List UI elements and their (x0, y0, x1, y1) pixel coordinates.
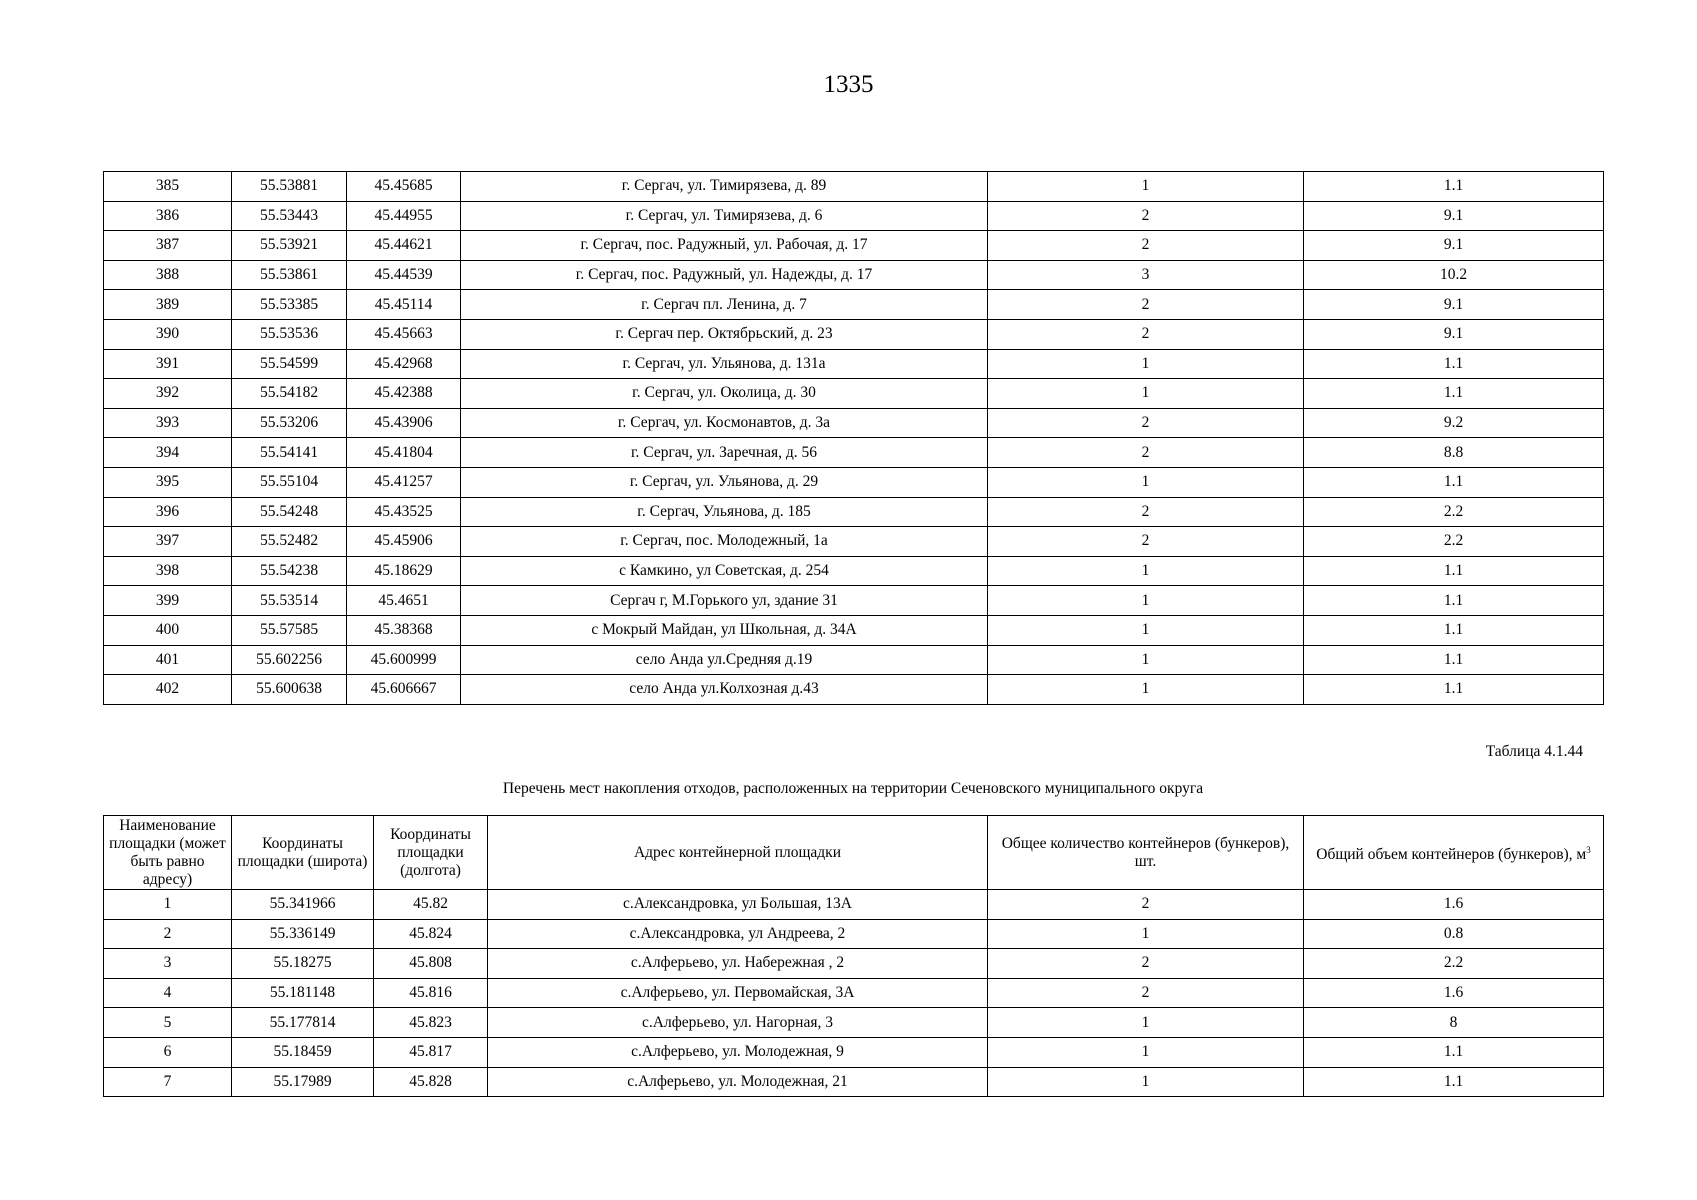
cell-address: с.Алферьево, ул. Молодежная, 9 (488, 1037, 988, 1067)
cell-id: 396 (104, 497, 232, 527)
cell-address: г. Сергач, пос. Радужный, ул. Рабочая, д. 17 (461, 231, 988, 261)
cell-latitude: 55.53536 (232, 319, 347, 349)
cell-volume: 1.1 (1304, 675, 1604, 705)
cell-volume: 9.1 (1304, 231, 1604, 261)
cell-address: с.Александровка, ул Большая, 13А (488, 890, 988, 920)
header-volume-superscript: 3 (1586, 844, 1591, 855)
cell-count: 1 (988, 919, 1304, 949)
cell-count: 1 (988, 645, 1304, 675)
table-row (104, 497, 1604, 527)
cell-id: 393 (104, 408, 232, 438)
cell-count: 1 (988, 1037, 1304, 1067)
table-row (104, 1037, 1604, 1067)
cell-longitude: 45.45685 (347, 172, 461, 202)
cell-volume: 2.2 (1304, 949, 1604, 979)
cell-address: г. Сергач, Ульянова, д. 185 (461, 497, 988, 527)
cell-latitude: 55.53881 (232, 172, 347, 202)
header-row (104, 816, 1604, 890)
cell-volume: 8 (1304, 1008, 1604, 1038)
table-row (104, 586, 1604, 616)
cell-longitude: 45.44621 (347, 231, 461, 261)
cell-id: 395 (104, 467, 232, 497)
table-row (104, 467, 1604, 497)
header-volume-text: Общий объем контейнеров (бункеров), м (1316, 846, 1587, 864)
table-row (104, 615, 1604, 645)
cell-count: 1 (988, 349, 1304, 379)
cell-latitude: 55.54248 (232, 497, 347, 527)
cell-volume: 1.1 (1304, 467, 1604, 497)
cell-count: 2 (988, 231, 1304, 261)
cell-longitude: 45.42968 (347, 349, 461, 379)
cell-latitude: 55.53514 (232, 586, 347, 616)
table-row (104, 1008, 1604, 1038)
table-row (104, 260, 1604, 290)
cell-volume: 9.1 (1304, 319, 1604, 349)
cell-id: 386 (104, 201, 232, 231)
cell-latitude: 55.600638 (232, 675, 347, 705)
cell-address: село Анда ул.Колхозная д.43 (461, 675, 988, 705)
cell-latitude: 55.52482 (232, 527, 347, 557)
cell-longitude: 45.82 (374, 890, 488, 920)
cell-latitude: 55.53206 (232, 408, 347, 438)
cell-id: 392 (104, 379, 232, 409)
header-latitude: Координаты площадки (широта) (232, 816, 374, 890)
cell-id: 387 (104, 231, 232, 261)
table-row (104, 231, 1604, 261)
cell-address: с Камкино, ул Советская, д. 254 (461, 556, 988, 586)
cell-latitude: 55.55104 (232, 467, 347, 497)
cell-latitude: 55.54599 (232, 349, 347, 379)
cell-volume: 2.2 (1304, 527, 1604, 557)
cell-id: 390 (104, 319, 232, 349)
cell-id: 391 (104, 349, 232, 379)
cell-count: 1 (988, 1067, 1304, 1097)
cell-volume: 0.8 (1304, 919, 1604, 949)
cell-count: 2 (988, 319, 1304, 349)
cell-id: 401 (104, 645, 232, 675)
cell-address: с.Алферьево, ул. Нагорная, 3 (488, 1008, 988, 1038)
cell-count: 2 (988, 438, 1304, 468)
cell-volume: 1.6 (1304, 978, 1604, 1008)
cell-address: с.Алферьево, ул. Набережная , 2 (488, 949, 988, 979)
cell-id: 399 (104, 586, 232, 616)
cell-volume: 9.1 (1304, 290, 1604, 320)
cell-count: 1 (988, 467, 1304, 497)
page-number: 1335 (823, 71, 874, 98)
cell-latitude: 55.336149 (232, 919, 374, 949)
cell-longitude: 45.828 (374, 1067, 488, 1097)
cell-volume: 1.6 (1304, 890, 1604, 920)
table-row (104, 645, 1604, 675)
header-container-count: Общее количество контейнеров (бункеров), шт. (988, 816, 1304, 890)
table-row (104, 890, 1604, 920)
table-row (104, 201, 1604, 231)
cell-latitude: 55.53861 (232, 260, 347, 290)
cell-id: 5 (104, 1008, 232, 1038)
cell-address: с Мокрый Майдан, ул Школьная, д. 34А (461, 615, 988, 645)
table-row (104, 978, 1604, 1008)
cell-latitude: 55.602256 (232, 645, 347, 675)
cell-volume: 1.1 (1304, 1067, 1604, 1097)
cell-latitude: 55.54141 (232, 438, 347, 468)
cell-volume: 9.2 (1304, 408, 1604, 438)
table-row (104, 172, 1604, 202)
cell-count: 2 (988, 890, 1304, 920)
cell-id: 388 (104, 260, 232, 290)
cell-id: 6 (104, 1037, 232, 1067)
cell-volume: 1.1 (1304, 556, 1604, 586)
cell-count: 1 (988, 1008, 1304, 1038)
cell-count: 1 (988, 586, 1304, 616)
cell-count: 1 (988, 615, 1304, 645)
cell-count: 1 (988, 172, 1304, 202)
cell-latitude: 55.181148 (232, 978, 374, 1008)
cell-address: г. Сергач, ул. Околица, д. 30 (461, 379, 988, 409)
cell-longitude: 45.4651 (347, 586, 461, 616)
cell-latitude: 55.53443 (232, 201, 347, 231)
table-row (104, 1067, 1604, 1097)
header-container-volume (1304, 816, 1604, 890)
table-row (104, 349, 1604, 379)
cell-latitude: 55.53921 (232, 231, 347, 261)
cell-address: с.Александровка, ул Андреева, 2 (488, 919, 988, 949)
cell-longitude: 45.41257 (347, 467, 461, 497)
cell-address: г. Сергач, ул. Тимирязева, д. 89 (461, 172, 988, 202)
cell-address: с.Алферьево, ул. Молодежная, 21 (488, 1067, 988, 1097)
table-number-label: Таблица 4.1.44 (1485, 743, 1583, 760)
cell-longitude: 45.44955 (347, 201, 461, 231)
cell-count: 2 (988, 978, 1304, 1008)
bottom-table-body (104, 890, 1604, 1097)
cell-volume: 1.1 (1304, 349, 1604, 379)
cell-id: 1 (104, 890, 232, 920)
table-row (104, 408, 1604, 438)
top-table (103, 171, 1604, 705)
cell-address: Сергач г, М.Горького ул, здание 31 (461, 586, 988, 616)
cell-latitude: 55.54182 (232, 379, 347, 409)
cell-latitude: 55.18459 (232, 1037, 374, 1067)
cell-count: 1 (988, 556, 1304, 586)
table-caption: Перечень мест накопления отходов, расположенных на территории Сеченовского муниципального округа (502, 780, 1204, 797)
cell-longitude: 45.43906 (347, 408, 461, 438)
cell-latitude: 55.18275 (232, 949, 374, 979)
cell-longitude: 45.808 (374, 949, 488, 979)
bottom-table (103, 815, 1604, 1097)
cell-id: 2 (104, 919, 232, 949)
cell-volume: 2.2 (1304, 497, 1604, 527)
cell-address: г. Сергач, пос. Радужный, ул. Надежды, д. 17 (461, 260, 988, 290)
cell-id: 3 (104, 949, 232, 979)
cell-address: г. Сергач, ул. Ульянова, д. 29 (461, 467, 988, 497)
cell-longitude: 45.44539 (347, 260, 461, 290)
cell-longitude: 45.600999 (347, 645, 461, 675)
cell-id: 389 (104, 290, 232, 320)
cell-id: 4 (104, 978, 232, 1008)
cell-latitude: 55.177814 (232, 1008, 374, 1038)
cell-id: 400 (104, 615, 232, 645)
cell-count: 3 (988, 260, 1304, 290)
cell-latitude: 55.17989 (232, 1067, 374, 1097)
cell-address: село Анда ул.Средняя д.19 (461, 645, 988, 675)
cell-id: 394 (104, 438, 232, 468)
cell-address: г. Сергач, ул. Тимирязева, д. 6 (461, 201, 988, 231)
header-address: Адрес контейнерной площадки (488, 816, 988, 890)
cell-volume: 10.2 (1304, 260, 1604, 290)
cell-volume: 1.1 (1304, 645, 1604, 675)
cell-id: 398 (104, 556, 232, 586)
cell-volume: 1.1 (1304, 379, 1604, 409)
cell-longitude: 45.45663 (347, 319, 461, 349)
table-row (104, 949, 1604, 979)
cell-longitude: 45.606667 (347, 675, 461, 705)
cell-id: 7 (104, 1067, 232, 1097)
table-row (104, 919, 1604, 949)
table-row (104, 319, 1604, 349)
cell-id: 397 (104, 527, 232, 557)
cell-volume: 9.1 (1304, 201, 1604, 231)
cell-volume: 1.1 (1304, 172, 1604, 202)
cell-longitude: 45.42388 (347, 379, 461, 409)
cell-volume: 1.1 (1304, 586, 1604, 616)
cell-count: 2 (988, 949, 1304, 979)
table-row (104, 379, 1604, 409)
cell-count: 2 (988, 201, 1304, 231)
cell-longitude: 45.823 (374, 1008, 488, 1038)
cell-count: 2 (988, 497, 1304, 527)
cell-longitude: 45.41804 (347, 438, 461, 468)
table-row (104, 675, 1604, 705)
table-row (104, 556, 1604, 586)
header-longitude: Координаты площадки (долгота) (374, 816, 488, 890)
cell-address: г. Сергач пл. Ленина, д. 7 (461, 290, 988, 320)
cell-address: г. Сергач, ул. Заречная, д. 56 (461, 438, 988, 468)
cell-longitude: 45.43525 (347, 497, 461, 527)
cell-longitude: 45.45906 (347, 527, 461, 557)
table-row (104, 290, 1604, 320)
cell-address: с.Алферьево, ул. Первомайская, 3А (488, 978, 988, 1008)
cell-count: 2 (988, 408, 1304, 438)
cell-longitude: 45.816 (374, 978, 488, 1008)
cell-id: 402 (104, 675, 232, 705)
cell-address: г. Сергач, ул. Ульянова, д. 131а (461, 349, 988, 379)
cell-longitude: 45.18629 (347, 556, 461, 586)
cell-count: 2 (988, 290, 1304, 320)
top-table-body (104, 172, 1604, 705)
cell-volume: 1.1 (1304, 1037, 1604, 1067)
cell-latitude: 55.54238 (232, 556, 347, 586)
cell-latitude: 55.57585 (232, 615, 347, 645)
cell-address: г. Сергач, пос. Молодежный, 1а (461, 527, 988, 557)
table-row (104, 527, 1604, 557)
cell-count: 2 (988, 527, 1304, 557)
table-row (104, 438, 1604, 468)
cell-volume: 1.1 (1304, 615, 1604, 645)
cell-longitude: 45.38368 (347, 615, 461, 645)
cell-address: г. Сергач, ул. Космонавтов, д. 3а (461, 408, 988, 438)
cell-latitude: 55.53385 (232, 290, 347, 320)
cell-longitude: 45.824 (374, 919, 488, 949)
cell-longitude: 45.817 (374, 1037, 488, 1067)
cell-volume: 8.8 (1304, 438, 1604, 468)
cell-address: г. Сергач пер. Октябрьский, д. 23 (461, 319, 988, 349)
header-site-name: Наименование площадки (может быть равно адресу) (104, 816, 232, 890)
cell-count: 1 (988, 675, 1304, 705)
cell-latitude: 55.341966 (232, 890, 374, 920)
cell-count: 1 (988, 379, 1304, 409)
cell-longitude: 45.45114 (347, 290, 461, 320)
cell-id: 385 (104, 172, 232, 202)
